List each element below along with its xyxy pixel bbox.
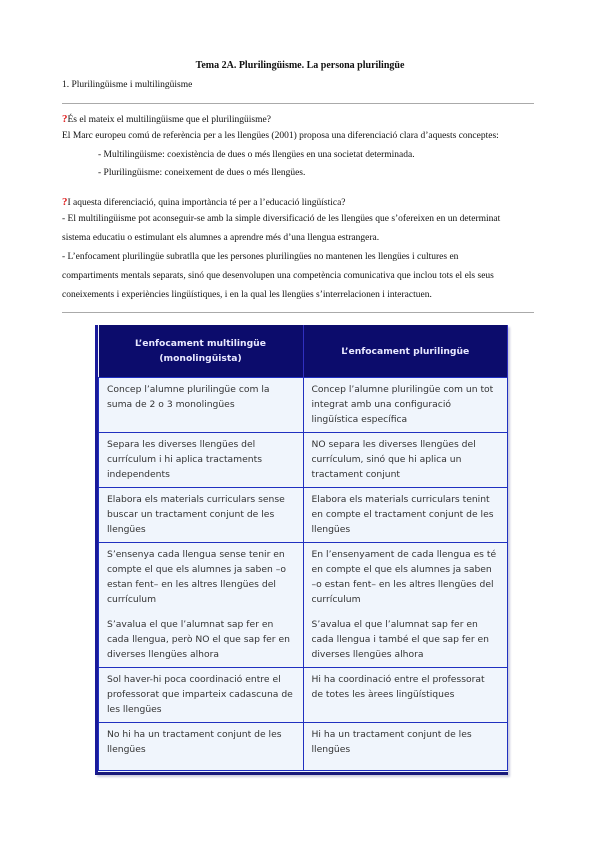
cell-text: S’avalua el que l’alumnat sap fer en cada llengua, però NO el que sap fer en diverses llengües alhora bbox=[107, 619, 290, 660]
bullet: - Multilingüisme: coexistència de dues o més llengües en una societat determinada. bbox=[98, 150, 415, 160]
paragraph-line: sistema educatiu o estimulant els alumnes a aprendre més d’una llengua estrangera. bbox=[62, 233, 380, 243]
paragraph-line: coneixements i experiències lingüístiques, i en la qual les llengües s’interrelacionen i interactuen. bbox=[62, 290, 432, 300]
table-row bbox=[99, 723, 508, 771]
paragraph-line: - L’enfocament plurilingüe subratlla que les persones plurilingües no mantenen les llengües i cultures en bbox=[62, 252, 459, 262]
table-cell: Elabora els materials curriculars tenint en compte el tractament conjunt de les llengües bbox=[303, 488, 508, 543]
table-row bbox=[99, 488, 508, 543]
table-row bbox=[99, 543, 508, 668]
table-cell: No hi ha un tractament conjunt de les llengües bbox=[99, 723, 304, 771]
document-title: Tema 2A. Plurilingüisme. La persona plurilingüe bbox=[195, 60, 405, 71]
table-cell bbox=[303, 543, 508, 668]
divider bbox=[62, 312, 534, 313]
table-row bbox=[99, 378, 508, 433]
cell-text: En l’ensenyament de cada llengua es té en compte el que els alumnes ja saben –o estan fent– en les altres llengües del currículum bbox=[311, 549, 497, 605]
divider bbox=[62, 103, 534, 104]
question-2: ?I aquesta diferenciació, quina importància té per a l’educació lingüística? bbox=[62, 196, 346, 208]
table-cell: Hi ha coordinació entre el professorat de totes les àrees lingüístiques bbox=[303, 668, 508, 723]
table-row bbox=[99, 668, 508, 723]
bullet: - Plurilingüisme: coneixement de dues o més llengües. bbox=[98, 168, 306, 178]
table-cell: Separa les diverses llengües del currículum i hi aplica tractaments independents bbox=[99, 433, 304, 488]
section-heading: 1. Plurilingüisme i multilingüisme bbox=[62, 80, 193, 90]
comparison-table-image bbox=[95, 325, 508, 775]
cell-text: S’avalua el que l’alumnat sap fer en cada llengua i també el que sap fer en diverses llengües alhora bbox=[311, 619, 489, 660]
table-cell: Elabora els materials curriculars sense buscar un tractament conjunt de les llengües bbox=[99, 488, 304, 543]
table-cell: NO separa les diverses llengües del currículum, sinó que hi aplica un tractament conjunt bbox=[303, 433, 508, 488]
question-mark-icon: ? bbox=[62, 196, 68, 208]
paragraph-line: compartiments mentals separats, sinó que desenvolupen una competència comunicativa que inclou tots el els seus bbox=[62, 271, 494, 281]
column-header: L’enfocament plurilingüe bbox=[303, 325, 508, 378]
table-cell: Sol haver-hi poca coordinació entre el professorat que imparteix cadascuna de les llengües bbox=[99, 668, 304, 723]
table-row bbox=[99, 433, 508, 488]
question-1: ?És el mateix el multilingüisme que el plurilingüisme? bbox=[62, 113, 271, 125]
paragraph-line: - El multilingüisme pot aconseguir-se amb la simple diversificació de les llengües que s’ofereixen en un determinat bbox=[62, 214, 501, 224]
paragraph: El Marc europeu comú de referència per a les llengües (2001) proposa una diferenciació clara d’aquests conceptes: bbox=[62, 131, 499, 141]
question-mark-icon: ? bbox=[62, 113, 68, 125]
table-cell: Concep l’alumne plurilingüe com un tot integrat amb una configuració lingüística específica bbox=[303, 378, 508, 433]
table-header-row bbox=[99, 325, 508, 378]
column-header: L’enfocament multilingüe (monolingüista) bbox=[99, 325, 304, 378]
cell-text: S’ensenya cada llengua sense tenir en compte el que els alumnes ja saben –o estan fent– en les altres llengües del currículum bbox=[107, 549, 286, 605]
table-cell: Concep l’alumne plurilingüe com la suma de 2 o 3 monolingües bbox=[99, 378, 304, 433]
table-cell bbox=[99, 543, 304, 668]
table-cell: Hi ha un tractament conjunt de les llengües bbox=[303, 723, 508, 771]
